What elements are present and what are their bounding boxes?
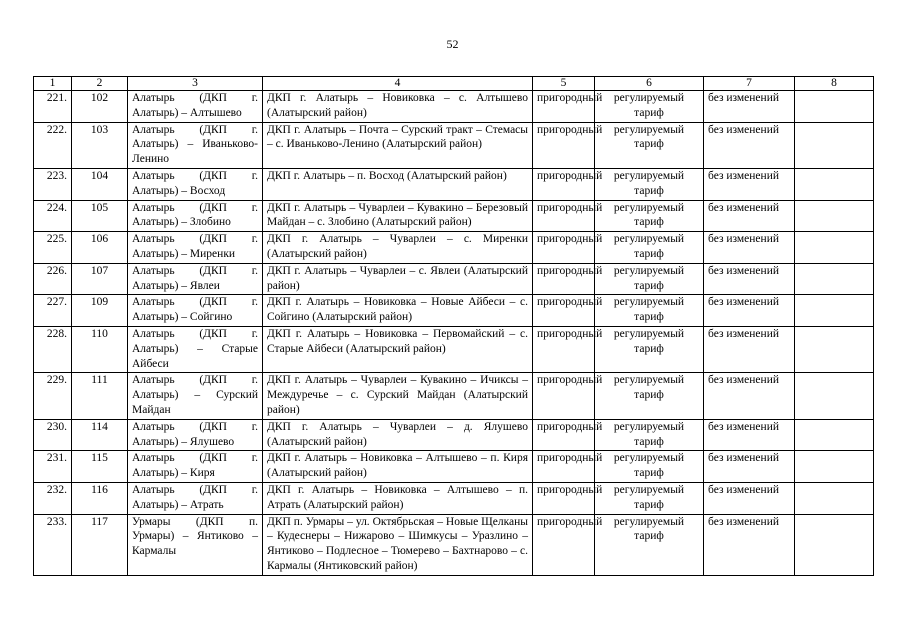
column-header: 6	[595, 77, 704, 91]
route-path: ДКП г. Алатырь – Чуварлеи – Кувакино – Березовый Майдан – с. Злобино (Алатырский район)	[263, 200, 533, 232]
table-row	[34, 514, 874, 575]
tariff-type: регулируемый тариф	[595, 326, 704, 372]
route-code: 109	[72, 295, 128, 327]
row-number: 230.	[34, 419, 72, 451]
tariff-type: регулируемый тариф	[595, 168, 704, 200]
route-type: пригородный	[533, 326, 595, 372]
change-status: без изменений	[704, 326, 795, 372]
route-name: Алатырь (ДКП г. Алатырь) – Сойгино	[128, 295, 263, 327]
change-status: без изменений	[704, 232, 795, 264]
table-row	[34, 373, 874, 419]
table-row	[34, 451, 874, 483]
route-code: 104	[72, 168, 128, 200]
route-name: Алатырь (ДКП г. Алатырь) – Миренки	[128, 232, 263, 264]
route-code: 117	[72, 514, 128, 575]
route-type: пригородный	[533, 373, 595, 419]
route-type: пригородный	[533, 200, 595, 232]
table-row	[34, 168, 874, 200]
route-name: Алатырь (ДКП г. Алатырь) – Злобино	[128, 200, 263, 232]
route-name: Алатырь (ДКП г. Алатырь) – Атрать	[128, 482, 263, 514]
column-header: 7	[704, 77, 795, 91]
note-cell	[795, 482, 874, 514]
row-number: 231.	[34, 451, 72, 483]
change-status: без изменений	[704, 200, 795, 232]
change-status: без изменений	[704, 168, 795, 200]
column-header: 2	[72, 77, 128, 91]
note-cell	[795, 232, 874, 264]
table-row	[34, 263, 874, 295]
route-name: Алатырь (ДКП г. Алатырь) – Алтышево	[128, 91, 263, 123]
tariff-type: регулируемый тариф	[595, 451, 704, 483]
change-status: без изменений	[704, 514, 795, 575]
note-cell	[795, 168, 874, 200]
row-number: 227.	[34, 295, 72, 327]
row-number: 233.	[34, 514, 72, 575]
route-type: пригородный	[533, 482, 595, 514]
column-header: 1	[34, 77, 72, 91]
tariff-type: регулируемый тариф	[595, 263, 704, 295]
table-row	[34, 419, 874, 451]
route-path: ДКП г. Алатырь – Новиковка – Алтышево – п. Киря (Алатырский район)	[263, 451, 533, 483]
table-body	[34, 91, 874, 576]
row-number: 232.	[34, 482, 72, 514]
tariff-type: регулируемый тариф	[595, 91, 704, 123]
column-header: 4	[263, 77, 533, 91]
route-code: 107	[72, 263, 128, 295]
note-cell	[795, 295, 874, 327]
change-status: без изменений	[704, 263, 795, 295]
note-cell	[795, 326, 874, 372]
routes-table	[33, 76, 874, 576]
route-path: ДКП г. Алатырь – Чуварлеи – с. Миренки (Алатырский район)	[263, 232, 533, 264]
column-header: 8	[795, 77, 874, 91]
route-type: пригородный	[533, 168, 595, 200]
route-code: 106	[72, 232, 128, 264]
route-path: ДКП г. Алатырь – п. Восход (Алатырский район)	[263, 168, 533, 200]
note-cell	[795, 122, 874, 168]
change-status: без изменений	[704, 373, 795, 419]
change-status: без изменений	[704, 295, 795, 327]
route-code: 110	[72, 326, 128, 372]
column-header: 3	[128, 77, 263, 91]
route-type: пригородный	[533, 122, 595, 168]
row-number: 229.	[34, 373, 72, 419]
route-path: ДКП г. Алатырь – Новиковка – с. Алтышево (Алатырский район)	[263, 91, 533, 123]
route-path: ДКП г. Алатырь – Чуварлеи – д. Ялушево (Алатырский район)	[263, 419, 533, 451]
route-name: Алатырь (ДКП г. Алатырь) – Иваньково-Ленино	[128, 122, 263, 168]
column-header: 5	[533, 77, 595, 91]
route-name: Урмары (ДКП п. Урмары) – Янтиково – Кармалы	[128, 514, 263, 575]
page-number: 52	[446, 37, 459, 51]
tariff-type: регулируемый тариф	[595, 122, 704, 168]
row-number: 226.	[34, 263, 72, 295]
route-type: пригородный	[533, 451, 595, 483]
note-cell	[795, 373, 874, 419]
route-path: ДКП г. Алатырь – Почта – Сурский тракт – Стемасы – с. Иваньково-Ленино (Алатырский район)	[263, 122, 533, 168]
table-row	[34, 91, 874, 123]
route-code: 115	[72, 451, 128, 483]
change-status: без изменений	[704, 122, 795, 168]
tariff-type: регулируемый тариф	[595, 419, 704, 451]
header-row	[34, 77, 874, 91]
change-status: без изменений	[704, 91, 795, 123]
tariff-type: регулируемый тариф	[595, 200, 704, 232]
table-row	[34, 326, 874, 372]
row-number: 223.	[34, 168, 72, 200]
note-cell	[795, 419, 874, 451]
route-type: пригородный	[533, 514, 595, 575]
tariff-type: регулируемый тариф	[595, 295, 704, 327]
route-path: ДКП г. Алатырь – Новиковка – Новые Айбеси – с. Сойгино (Алатырский район)	[263, 295, 533, 327]
route-name: Алатырь (ДКП г. Алатырь) – Старые Айбеси	[128, 326, 263, 372]
route-name: Алатырь (ДКП г. Алатырь) – Явлеи	[128, 263, 263, 295]
table-row	[34, 295, 874, 327]
route-type: пригородный	[533, 419, 595, 451]
tariff-type: регулируемый тариф	[595, 232, 704, 264]
route-type: пригородный	[533, 263, 595, 295]
route-code: 114	[72, 419, 128, 451]
route-type: пригородный	[533, 232, 595, 264]
tariff-type: регулируемый тариф	[595, 373, 704, 419]
change-status: без изменений	[704, 482, 795, 514]
route-code: 116	[72, 482, 128, 514]
route-name: Алатырь (ДКП г. Алатырь) – Ялушево	[128, 419, 263, 451]
table-row	[34, 122, 874, 168]
row-number: 228.	[34, 326, 72, 372]
change-status: без изменений	[704, 451, 795, 483]
row-number: 221.	[34, 91, 72, 123]
change-status: без изменений	[704, 419, 795, 451]
route-path: ДКП г. Алатырь – Новиковка – Первомайский – с. Старые Айбеси (Алатырский район)	[263, 326, 533, 372]
note-cell	[795, 91, 874, 123]
row-number: 222.	[34, 122, 72, 168]
note-cell	[795, 451, 874, 483]
route-code: 102	[72, 91, 128, 123]
note-cell	[795, 514, 874, 575]
route-name: Алатырь (ДКП г. Алатырь) – Восход	[128, 168, 263, 200]
table-row	[34, 200, 874, 232]
route-type: пригородный	[533, 295, 595, 327]
route-path: ДКП г. Алатырь – Новиковка – Алтышево – п. Атрать (Алатырский район)	[263, 482, 533, 514]
note-cell	[795, 200, 874, 232]
table-row	[34, 482, 874, 514]
note-cell	[795, 263, 874, 295]
row-number: 224.	[34, 200, 72, 232]
route-type: пригородный	[533, 91, 595, 123]
route-path: ДКП п. Урмары – ул. Октябрьская – Новые Щелканы – Кудеснеры – Нижарово – Шимкусы – Уразлино – Янтиково – Подлесное – Тюмерево – Бахтнарово – с. Кармалы (Янтиковский район)	[263, 514, 533, 575]
tariff-type: регулируемый тариф	[595, 482, 704, 514]
route-path: ДКП г. Алатырь – Чуварлеи – с. Явлеи (Алатырский район)	[263, 263, 533, 295]
tariff-type: регулируемый тариф	[595, 514, 704, 575]
route-code: 111	[72, 373, 128, 419]
table-row	[34, 232, 874, 264]
route-code: 103	[72, 122, 128, 168]
route-name: Алатырь (ДКП г. Алатырь) – Сурский Майдан	[128, 373, 263, 419]
route-name: Алатырь (ДКП г. Алатырь) – Киря	[128, 451, 263, 483]
route-code: 105	[72, 200, 128, 232]
route-path: ДКП г. Алатырь – Чуварлеи – Кувакино – Ичиксы – Междуречье – с. Сурский Майдан (Алатырский район)	[263, 373, 533, 419]
row-number: 225.	[34, 232, 72, 264]
